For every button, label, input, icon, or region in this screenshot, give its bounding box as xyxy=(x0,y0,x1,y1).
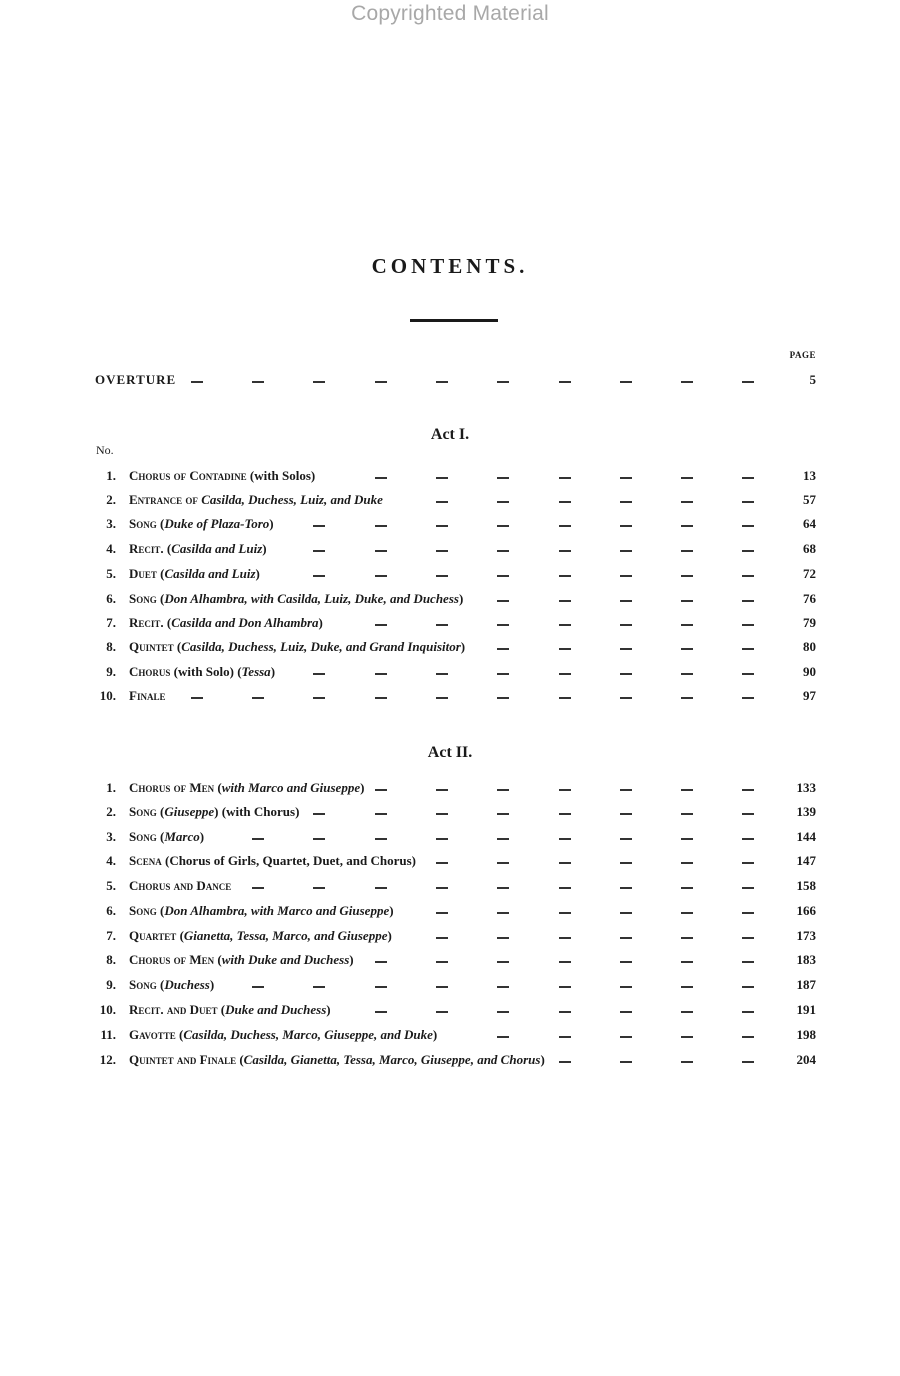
leader-dash xyxy=(313,887,325,889)
leader-dash xyxy=(742,862,754,864)
item-page: 147 xyxy=(796,853,816,868)
leader-dash xyxy=(559,1036,571,1038)
leader-dash xyxy=(497,838,509,840)
item-number: 6. xyxy=(106,903,116,918)
item-page: 144 xyxy=(796,829,816,844)
leader-dash xyxy=(559,961,571,963)
leader-dash xyxy=(559,813,571,815)
overture-label: OVERTURE xyxy=(95,372,177,387)
leader-dash xyxy=(252,697,264,699)
list-item[interactable] xyxy=(0,591,900,611)
leader-dash xyxy=(620,697,632,699)
leader-dash xyxy=(681,862,693,864)
leader-dash xyxy=(497,501,509,503)
leader-dash xyxy=(620,550,632,552)
leader-dash xyxy=(559,648,571,650)
leader-dash xyxy=(620,1061,632,1063)
list-item[interactable] xyxy=(0,952,900,972)
item-page: 90 xyxy=(803,664,816,679)
leader-dash xyxy=(620,813,632,815)
leader-dash xyxy=(681,912,693,914)
leader-dash xyxy=(559,575,571,577)
item-page: 198 xyxy=(796,1027,816,1042)
item-page: 76 xyxy=(803,591,816,606)
leader-dash xyxy=(436,986,448,988)
list-item[interactable] xyxy=(0,928,900,948)
leader-dash xyxy=(742,381,754,383)
item-number: 2. xyxy=(106,492,116,507)
leader-dash xyxy=(681,1036,693,1038)
item-page: 79 xyxy=(803,615,816,630)
leader-dash xyxy=(559,1011,571,1013)
item-title: Chorus of Men (with Marco and Giuseppe) xyxy=(129,780,365,795)
item-number: 9. xyxy=(106,664,116,679)
leader-dash xyxy=(497,525,509,527)
item-title: Quintet (Casilda, Duchess, Luiz, Duke, and Grand Inquisitor) xyxy=(129,639,466,654)
leader-dash xyxy=(681,381,693,383)
list-item[interactable] xyxy=(0,1052,900,1072)
leader-dash xyxy=(559,501,571,503)
list-item[interactable] xyxy=(0,1027,900,1047)
item-title: Chorus and Dance xyxy=(129,878,232,893)
leader-dash xyxy=(620,600,632,602)
leader-dash xyxy=(742,648,754,650)
item-number: 10. xyxy=(99,1002,116,1017)
leader-dash xyxy=(497,1011,509,1013)
leader-dash xyxy=(559,624,571,626)
leader-dash xyxy=(742,624,754,626)
leader-dash xyxy=(742,1061,754,1063)
item-number: 7. xyxy=(106,928,116,943)
item-title: Finale xyxy=(129,688,166,703)
item-title: Chorus of Contadine (with Solos) xyxy=(129,468,316,483)
list-item[interactable] xyxy=(0,829,900,849)
leader-dash xyxy=(681,1011,693,1013)
leader-dash xyxy=(681,477,693,479)
leader-dash xyxy=(742,673,754,675)
leader-dash xyxy=(436,501,448,503)
leader-dash xyxy=(375,550,387,552)
item-page: 187 xyxy=(796,977,816,992)
leader-dash xyxy=(436,624,448,626)
item-title: Song (Giuseppe) (with Chorus) xyxy=(129,804,300,819)
leader-dash xyxy=(559,937,571,939)
item-title: Chorus (with Solo) (Tessa) xyxy=(129,664,276,679)
item-page: 204 xyxy=(796,1052,816,1067)
item-page: 166 xyxy=(796,903,816,918)
leader-dash xyxy=(191,697,203,699)
leader-dash xyxy=(313,986,325,988)
overture-row[interactable] xyxy=(0,372,900,392)
item-page: 173 xyxy=(796,928,816,943)
leader-dash xyxy=(497,961,509,963)
leader-dash xyxy=(497,550,509,552)
leader-dash xyxy=(375,838,387,840)
item-number: 2. xyxy=(106,804,116,819)
leader-dash xyxy=(436,477,448,479)
leader-dash xyxy=(681,575,693,577)
list-item[interactable] xyxy=(0,664,900,684)
leader-dash xyxy=(681,961,693,963)
leader-dash xyxy=(681,697,693,699)
leader-dash xyxy=(497,912,509,914)
leader-dash xyxy=(742,937,754,939)
leader-dash xyxy=(436,838,448,840)
list-item[interactable] xyxy=(0,541,900,561)
leader-dash xyxy=(436,789,448,791)
item-title: Song (Duchess) xyxy=(129,977,215,992)
leader-dash xyxy=(681,501,693,503)
leader-dash xyxy=(620,838,632,840)
leader-dash xyxy=(375,697,387,699)
list-item[interactable] xyxy=(0,780,900,800)
item-page: 57 xyxy=(803,492,816,507)
item-title: Song (Duke of Plaza-Toro) xyxy=(129,516,274,531)
leader-dash xyxy=(497,887,509,889)
leader-dash xyxy=(375,624,387,626)
list-item[interactable] xyxy=(0,688,900,708)
leader-dash xyxy=(375,381,387,383)
leader-dash xyxy=(620,862,632,864)
list-item[interactable] xyxy=(0,492,900,512)
leader-dash xyxy=(681,525,693,527)
leader-dash xyxy=(497,813,509,815)
leader-dash xyxy=(620,1011,632,1013)
leader-dash xyxy=(497,673,509,675)
leader-dash xyxy=(313,525,325,527)
leader-dash xyxy=(313,838,325,840)
item-number: 4. xyxy=(106,541,116,556)
leader-dash xyxy=(375,525,387,527)
leader-dash xyxy=(681,813,693,815)
leader-dash xyxy=(620,912,632,914)
leader-dash xyxy=(252,381,264,383)
leader-dash xyxy=(620,525,632,527)
list-item[interactable] xyxy=(0,903,900,923)
leader-dash xyxy=(742,600,754,602)
list-item[interactable] xyxy=(0,977,900,997)
leader-dash xyxy=(681,1061,693,1063)
leader-dash xyxy=(313,673,325,675)
leader-dash xyxy=(620,381,632,383)
leader-dash xyxy=(497,381,509,383)
leader-dash xyxy=(681,600,693,602)
leader-dash xyxy=(375,986,387,988)
number-column-label: No. xyxy=(96,443,114,457)
item-page: 133 xyxy=(796,780,816,795)
leader-dash xyxy=(497,624,509,626)
leader-dash xyxy=(497,600,509,602)
leader-dash xyxy=(559,550,571,552)
item-title: Scena (Chorus of Girls, Quartet, Duet, and Chorus) xyxy=(129,853,416,868)
item-title: Quartet (Gianetta, Tessa, Marco, and Giuseppe) xyxy=(129,928,392,943)
leader-dash xyxy=(497,862,509,864)
copyright-watermark: Copyrighted Material xyxy=(351,2,549,25)
leader-dash xyxy=(559,673,571,675)
item-page: 80 xyxy=(803,639,816,654)
leader-dash xyxy=(436,912,448,914)
leader-dash xyxy=(620,961,632,963)
leader-dash xyxy=(497,648,509,650)
leader-dash xyxy=(742,550,754,552)
leader-dash xyxy=(375,477,387,479)
item-page: 13 xyxy=(803,468,816,483)
list-item[interactable] xyxy=(0,853,900,873)
leader-dash xyxy=(191,381,203,383)
leader-dash xyxy=(375,961,387,963)
list-item[interactable] xyxy=(0,804,900,824)
title-rule xyxy=(410,319,498,322)
item-number: 1. xyxy=(106,780,116,795)
item-page: 158 xyxy=(796,878,816,893)
item-title: Recit. (Casilda and Luiz) xyxy=(129,541,267,556)
leader-dash xyxy=(436,937,448,939)
leader-dash xyxy=(436,961,448,963)
item-page: 139 xyxy=(796,804,816,819)
leader-dash xyxy=(620,789,632,791)
leader-dash xyxy=(681,838,693,840)
leader-dash xyxy=(313,697,325,699)
leader-dash xyxy=(436,813,448,815)
item-page: 68 xyxy=(803,541,816,556)
leader-dash xyxy=(559,1061,571,1063)
leader-dash xyxy=(252,986,264,988)
leader-dash xyxy=(620,986,632,988)
leader-dash xyxy=(375,813,387,815)
leader-dash xyxy=(620,501,632,503)
item-number: 5. xyxy=(106,878,116,893)
leader-dash xyxy=(436,1011,448,1013)
item-number: 8. xyxy=(106,952,116,967)
leader-dash xyxy=(375,673,387,675)
leader-dash xyxy=(497,986,509,988)
list-item[interactable] xyxy=(0,615,900,635)
page-title: CONTENTS. xyxy=(371,254,529,278)
item-number: 4. xyxy=(106,853,116,868)
leader-dash xyxy=(436,381,448,383)
list-item[interactable] xyxy=(0,566,900,586)
leader-dash xyxy=(620,1036,632,1038)
leader-dash xyxy=(559,789,571,791)
item-title: Song (Marco) xyxy=(129,829,205,844)
leader-dash xyxy=(436,673,448,675)
leader-dash xyxy=(681,624,693,626)
leader-dash xyxy=(497,1036,509,1038)
item-number: 12. xyxy=(99,1052,116,1067)
leader-dash xyxy=(620,887,632,889)
list-item[interactable] xyxy=(0,516,900,536)
leader-dash xyxy=(313,813,325,815)
leader-dash xyxy=(742,789,754,791)
leader-dash xyxy=(681,986,693,988)
leader-dash xyxy=(559,986,571,988)
item-title: Gavotte (Casilda, Duchess, Marco, Giuseppe, and Duke) xyxy=(129,1027,438,1042)
list-item[interactable] xyxy=(0,639,900,659)
leader-dash xyxy=(681,937,693,939)
leader-dash xyxy=(559,477,571,479)
leader-dash xyxy=(497,789,509,791)
leader-dash xyxy=(559,887,571,889)
leader-dash xyxy=(375,887,387,889)
leader-dash xyxy=(681,887,693,889)
item-number: 9. xyxy=(106,977,116,992)
item-number: 6. xyxy=(106,591,116,606)
leader-dash xyxy=(742,986,754,988)
leader-dash xyxy=(620,673,632,675)
leader-dash xyxy=(436,887,448,889)
item-number: 7. xyxy=(106,615,116,630)
item-page: 183 xyxy=(796,952,816,967)
leader-dash xyxy=(620,937,632,939)
item-title: Song (Don Alhambra, with Casilda, Luiz, Duke, and Duchess) xyxy=(129,591,464,606)
leader-dash xyxy=(497,477,509,479)
leader-dash xyxy=(620,648,632,650)
item-title: Recit. and Duet (Duke and Duchess) xyxy=(129,1002,331,1017)
leader-dash xyxy=(681,648,693,650)
leader-dash xyxy=(497,937,509,939)
list-item[interactable] xyxy=(0,468,900,488)
leader-dash xyxy=(742,477,754,479)
leader-dash xyxy=(742,1011,754,1013)
leader-dash xyxy=(313,550,325,552)
leader-dash xyxy=(375,575,387,577)
leader-dash xyxy=(436,550,448,552)
leader-dash xyxy=(620,477,632,479)
item-title: Entrance of Casilda, Duchess, Luiz, and Duke xyxy=(129,492,383,507)
leader-dash xyxy=(742,887,754,889)
item-number: 11. xyxy=(100,1027,116,1042)
leader-dash xyxy=(313,575,325,577)
leader-dash xyxy=(252,887,264,889)
item-title: Song (Don Alhambra, with Marco and Giuseppe) xyxy=(129,903,394,918)
overture-page: 5 xyxy=(809,372,816,387)
leader-dash xyxy=(559,525,571,527)
leader-dash xyxy=(559,838,571,840)
leader-dash xyxy=(559,697,571,699)
leader-dash xyxy=(620,575,632,577)
leader-dash xyxy=(681,789,693,791)
leader-dash xyxy=(497,575,509,577)
item-number: 10. xyxy=(99,688,116,703)
item-page: 64 xyxy=(803,516,816,531)
leader-dash xyxy=(742,575,754,577)
item-title: Duet (Casilda and Luiz) xyxy=(129,566,260,581)
list-item[interactable] xyxy=(0,1002,900,1022)
leader-dash xyxy=(620,624,632,626)
act-two-heading: Act II. xyxy=(427,744,473,761)
leader-dash xyxy=(436,525,448,527)
leader-dash xyxy=(742,912,754,914)
page-column-header: PAGE xyxy=(789,350,816,360)
leader-dash xyxy=(742,838,754,840)
leader-dash xyxy=(436,575,448,577)
item-page: 191 xyxy=(796,1002,816,1017)
item-number: 3. xyxy=(106,516,116,531)
leader-dash xyxy=(681,673,693,675)
leader-dash xyxy=(742,697,754,699)
item-title: Quintet and Finale (Casilda, Gianetta, Tessa, Marco, Giuseppe, and Chorus) xyxy=(129,1052,545,1067)
leader-dash xyxy=(742,961,754,963)
item-number: 3. xyxy=(106,829,116,844)
leader-dash xyxy=(559,600,571,602)
leader-dash xyxy=(559,912,571,914)
leader-dash xyxy=(742,501,754,503)
leader-dash xyxy=(436,697,448,699)
item-title: Chorus of Men (with Duke and Duchess) xyxy=(129,952,354,967)
leader-dash xyxy=(742,525,754,527)
leader-dash xyxy=(742,813,754,815)
leader-dash xyxy=(559,862,571,864)
list-item[interactable] xyxy=(0,878,900,898)
leader-dash xyxy=(436,862,448,864)
item-number: 1. xyxy=(106,468,116,483)
item-page: 97 xyxy=(803,688,816,703)
item-page: 72 xyxy=(803,566,816,581)
leader-dash xyxy=(497,697,509,699)
leader-dash xyxy=(252,838,264,840)
leader-dash xyxy=(742,1036,754,1038)
item-number: 5. xyxy=(106,566,116,581)
leader-dash xyxy=(375,1011,387,1013)
act-one-heading: Act I. xyxy=(430,426,470,443)
leader-dash xyxy=(375,789,387,791)
item-number: 8. xyxy=(106,639,116,654)
leader-dash xyxy=(313,381,325,383)
item-title: Recit. (Casilda and Don Alhambra) xyxy=(129,615,323,630)
leader-dash xyxy=(559,381,571,383)
leader-dash xyxy=(681,550,693,552)
